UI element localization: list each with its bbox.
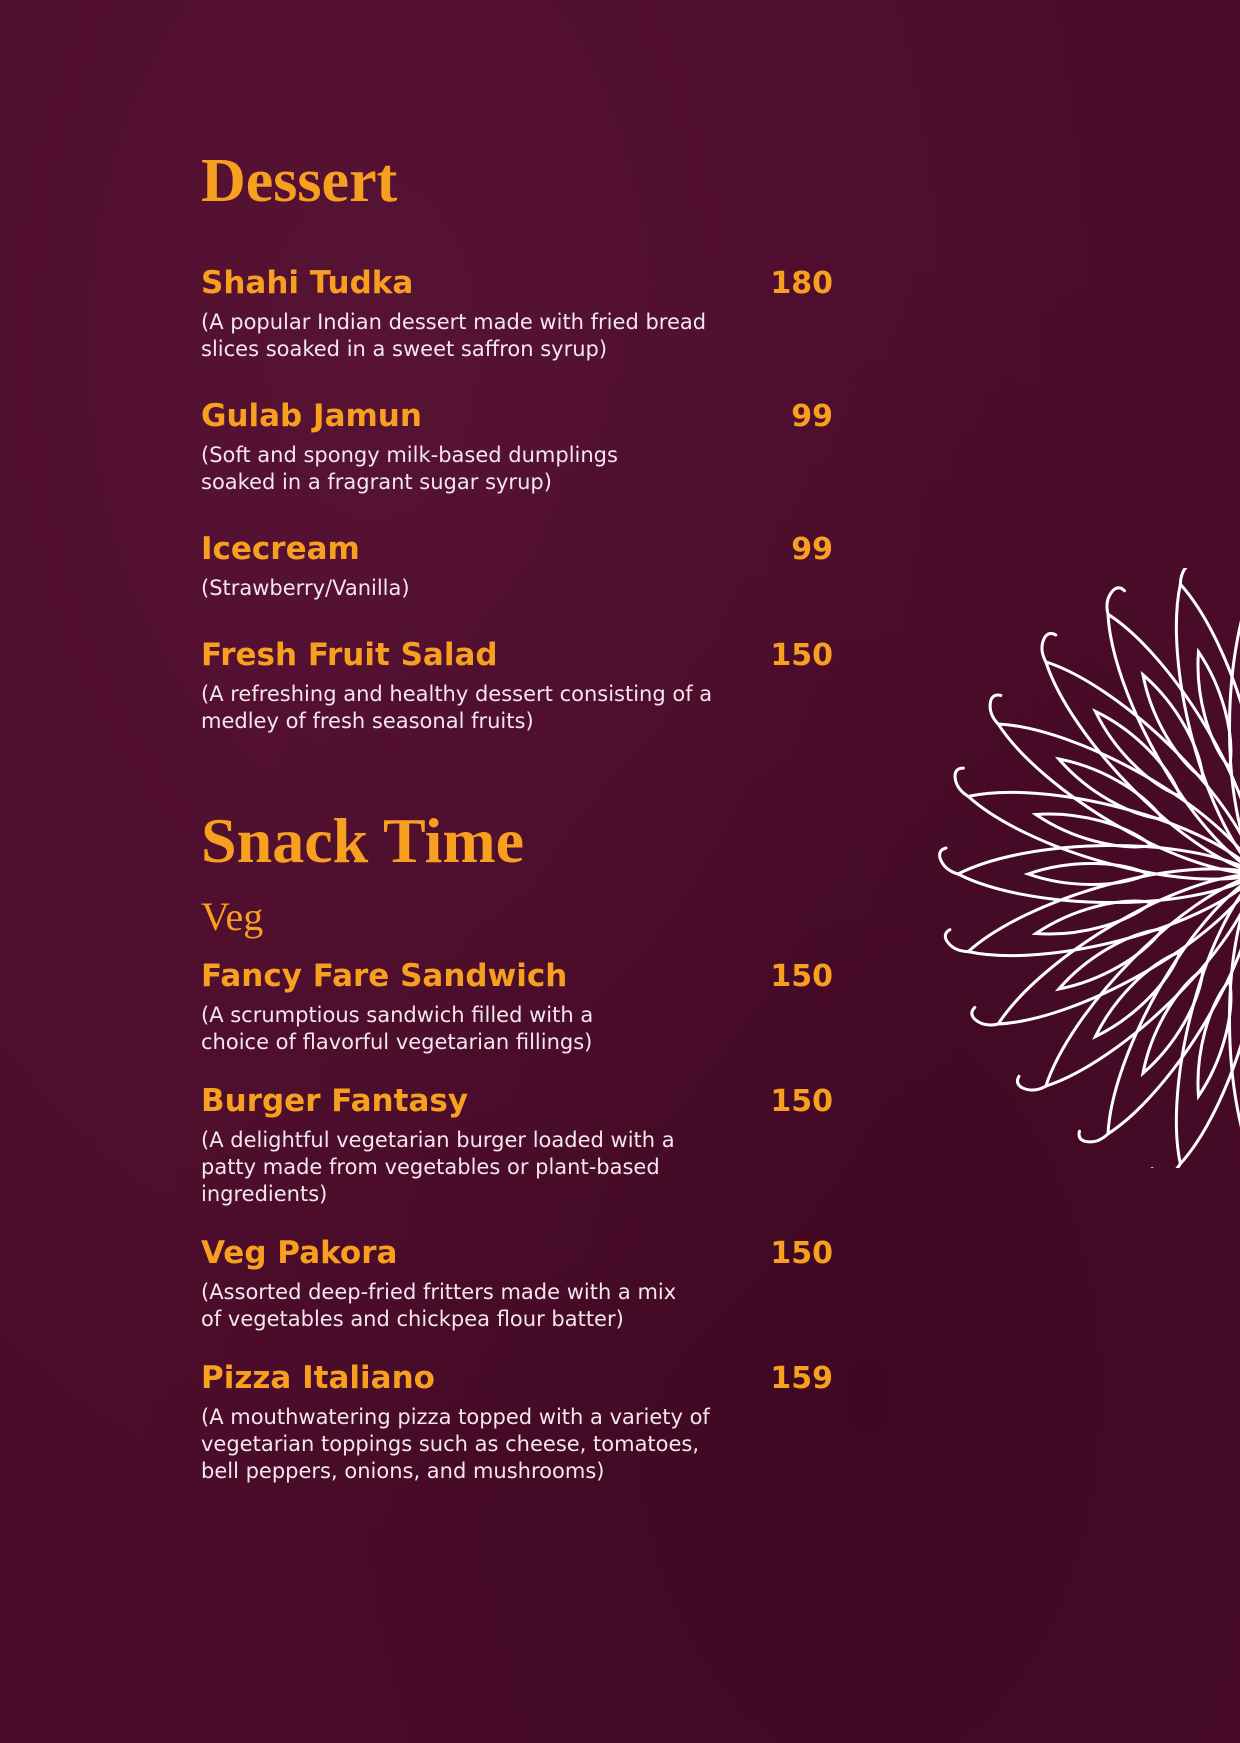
item-name: Icecream	[201, 531, 360, 567]
item-name: Shahi Tudka	[201, 265, 414, 301]
menu-item	[201, 530, 833, 602]
item-price: 99	[791, 399, 833, 434]
mandala-curl	[969, 1001, 998, 1033]
menu-item	[201, 264, 833, 363]
item-price: 150	[770, 638, 833, 673]
mandala-curl	[944, 927, 969, 957]
section-title-snack-time: Snack Time	[201, 805, 525, 876]
item-description: (A mouthwatering pizza topped with a variety of vegetarian toppings such as cheese, tomatoes, bell peppers, onions, and mushrooms)	[201, 1405, 710, 1483]
item-description: (Soft and spongy milk-based dumplings soaked in a fragrant sugar syrup)	[201, 443, 618, 494]
item-description: (Assorted deep-fried fritters made with a mix of vegetables and chickpea flour batter)	[201, 1280, 677, 1331]
mandala-curl	[950, 766, 975, 796]
mandala-curl	[1014, 1068, 1045, 1099]
mandala-curl	[1033, 630, 1064, 661]
mandala-curl	[1099, 585, 1131, 614]
item-description: (A delightful vegetarian burger loaded with a patty made from vegetables or plant-based ingredients)	[201, 1128, 675, 1206]
item-price: 150	[770, 1236, 833, 1271]
item-description: (A refreshing and healthy dessert consisting of a medley of fresh seasonal fruits)	[201, 682, 713, 733]
menu-item	[201, 1082, 833, 1208]
mandala-petal	[958, 845, 1240, 902]
menu-item	[201, 1359, 833, 1485]
menu-item	[201, 397, 833, 496]
menu-item	[201, 957, 833, 1056]
menu-content	[201, 147, 833, 1511]
mandala-petal	[961, 846, 1240, 979]
mandala-curl	[1176, 568, 1206, 584]
item-name: Pizza Italiano	[201, 1360, 435, 1396]
item-price: 159	[770, 1361, 833, 1396]
mandala-curl	[1150, 1157, 1180, 1168]
mandala-curl	[1076, 1121, 1108, 1150]
section-title-dessert: Dessert	[201, 147, 398, 215]
item-price: 150	[770, 1084, 833, 1119]
item-name: Gulab Jamun	[201, 398, 422, 434]
menu-item	[201, 1234, 833, 1333]
item-price: 99	[791, 532, 833, 567]
item-name: Veg Pakora	[201, 1235, 398, 1271]
mandala-petal	[1230, 577, 1240, 882]
item-description: (A popular Indian dessert made with fried bread slices soaked in a sweet saffron syrup)	[201, 310, 707, 361]
item-price: 150	[770, 959, 833, 994]
mandala-petal	[961, 769, 1240, 902]
mandala-icon	[928, 568, 1240, 1168]
menu-item	[201, 636, 833, 735]
mandala-curl	[982, 692, 1011, 724]
subsection-title-veg: Veg	[201, 894, 264, 939]
mandala-petal-inner	[1028, 864, 1148, 885]
item-description: (Strawberry/Vanilla)	[201, 576, 410, 600]
item-name: Fresh Fruit Salad	[201, 637, 498, 673]
item-name: Burger Fantasy	[201, 1083, 469, 1119]
item-price: 180	[770, 266, 833, 301]
item-name: Fancy Fare Sandwich	[201, 958, 568, 994]
item-description: (A scrumptious sandwich filled with a choice of flavorful vegetarian fillings)	[201, 1003, 594, 1054]
mandala-curl	[940, 848, 958, 874]
